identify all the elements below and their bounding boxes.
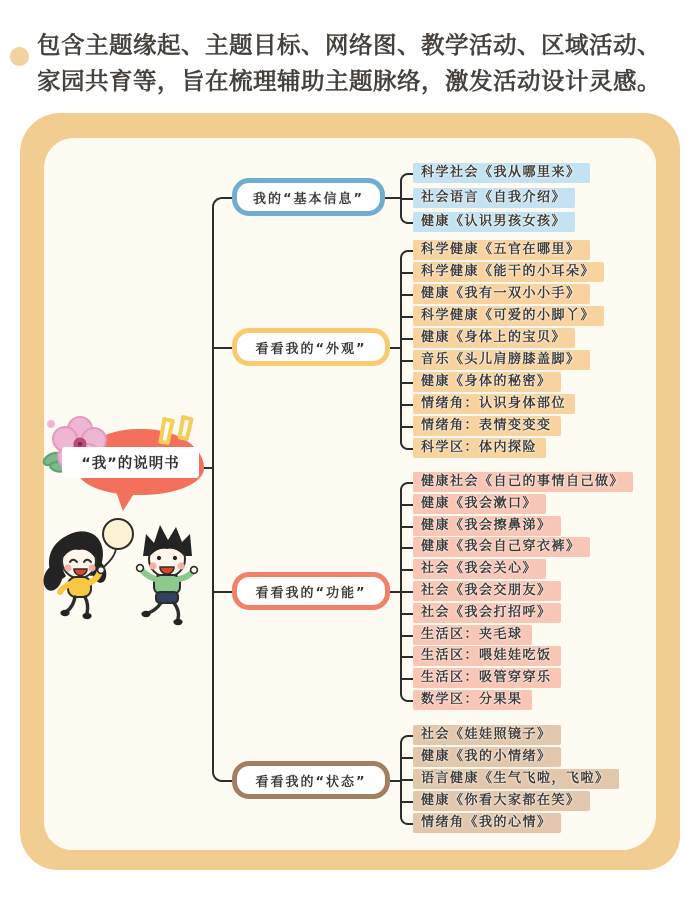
leaf-item: 情绪角《我的心情》 xyxy=(413,813,561,833)
connector-line xyxy=(400,482,414,592)
leaf-item: 社会《我会打招呼》 xyxy=(413,603,561,623)
branch-node: 我的“基本信息” xyxy=(232,178,385,216)
connector-line xyxy=(400,678,414,680)
leaf-item: 健康《我会擦鼻涕》 xyxy=(413,516,561,536)
connector-line xyxy=(400,635,414,637)
leaf-item: 健康《身体上的宝贝》 xyxy=(413,328,575,348)
connector-line xyxy=(400,250,414,348)
connector-line xyxy=(400,779,414,781)
leaf-item: 科学健康《五官在哪里》 xyxy=(413,240,590,260)
connector-line xyxy=(400,316,414,318)
leaf-item: 科学社会《我从哪里来》 xyxy=(413,163,590,183)
intro-line-2: 家园共育等，旨在梳理辅助主题脉络，激发活动设计灵感。 xyxy=(37,67,661,95)
connector-line xyxy=(212,197,232,467)
leaf-item: 健康《身体的秘密》 xyxy=(413,372,561,392)
connector-line xyxy=(400,338,414,340)
connector-line xyxy=(400,294,414,296)
leaf-item: 社会《我会关心》 xyxy=(413,559,546,579)
connector-line xyxy=(400,198,414,200)
leaf-item: 科学健康《可爱的小脚丫》 xyxy=(413,306,604,326)
leaf-item: 社会语言《自我介绍》 xyxy=(413,188,575,208)
connector-line xyxy=(212,467,232,782)
connector-line xyxy=(400,613,414,615)
connector-line xyxy=(400,526,414,528)
connector-line xyxy=(400,656,414,658)
leaf-item: 健康《我的小情绪》 xyxy=(413,747,561,767)
connector-line xyxy=(400,547,414,549)
connector-line xyxy=(400,347,414,450)
leaf-item: 科学区：体内探险 xyxy=(413,438,546,458)
sparkle-quotes-icon xyxy=(151,409,197,451)
leaf-item: 音乐《头儿肩膀膝盖脚》 xyxy=(413,350,590,370)
connector-line xyxy=(400,404,414,406)
leaf-item: 健康《我会漱口》 xyxy=(413,494,546,514)
leaf-item: 科学健康《能干的小耳朵》 xyxy=(413,262,604,282)
leaf-item: 社会《娃娃照镜子》 xyxy=(413,725,561,745)
leaf-item: 语言健康《生气飞啦，飞啦》 xyxy=(413,769,619,789)
leaf-item: 健康社会《自己的事情自己做》 xyxy=(413,472,633,492)
intro-line-1: 包含主题缘起、主题目标、网络图、教学活动、区域活动、 xyxy=(37,31,661,59)
leaf-item: 数学区：分果果 xyxy=(413,690,532,710)
connector-line xyxy=(400,382,414,384)
connector-line xyxy=(212,347,232,349)
connector-line xyxy=(400,504,414,506)
connector-line xyxy=(400,272,414,274)
leaf-item: 生活区：喂娃娃吃饭 xyxy=(413,646,561,666)
leaf-item: 情绪角：表情变变变 xyxy=(413,416,561,436)
branch-node: 看看我的“外观” xyxy=(232,328,390,366)
leaf-item: 健康《认识男孩女孩》 xyxy=(413,212,575,232)
connector-line xyxy=(400,757,414,759)
connector-line xyxy=(400,591,414,702)
leaf-item: 社会《我会交朋友》 xyxy=(413,581,561,601)
leaf-item: 情绪角：认识身体部位 xyxy=(413,394,575,414)
branch-node: 看看我的“状态” xyxy=(232,761,390,799)
leaf-item: 生活区：吸管穿穿乐 xyxy=(413,668,561,688)
connector-line xyxy=(400,197,414,224)
connector-line xyxy=(400,801,414,803)
children-playing-illustration xyxy=(40,512,212,640)
branch-node: 看看我的“功能” xyxy=(232,572,390,610)
connector-line xyxy=(212,591,232,593)
leaf-item: 健康《我会自己穿衣裤》 xyxy=(413,537,590,557)
leaf-item: 健康《你看大家都在笑》 xyxy=(413,791,590,811)
leaf-item: 健康《我有一双小小手》 xyxy=(413,284,590,304)
connector-line xyxy=(400,173,414,198)
leaf-item: 生活区：夹毛球 xyxy=(413,625,532,645)
connector-line xyxy=(400,569,414,571)
connector-line xyxy=(400,360,414,362)
connector-line xyxy=(400,591,414,593)
connector-line xyxy=(400,426,414,428)
root-node-label: “我”的说明书 xyxy=(62,447,199,478)
balloon-icon xyxy=(103,519,133,549)
